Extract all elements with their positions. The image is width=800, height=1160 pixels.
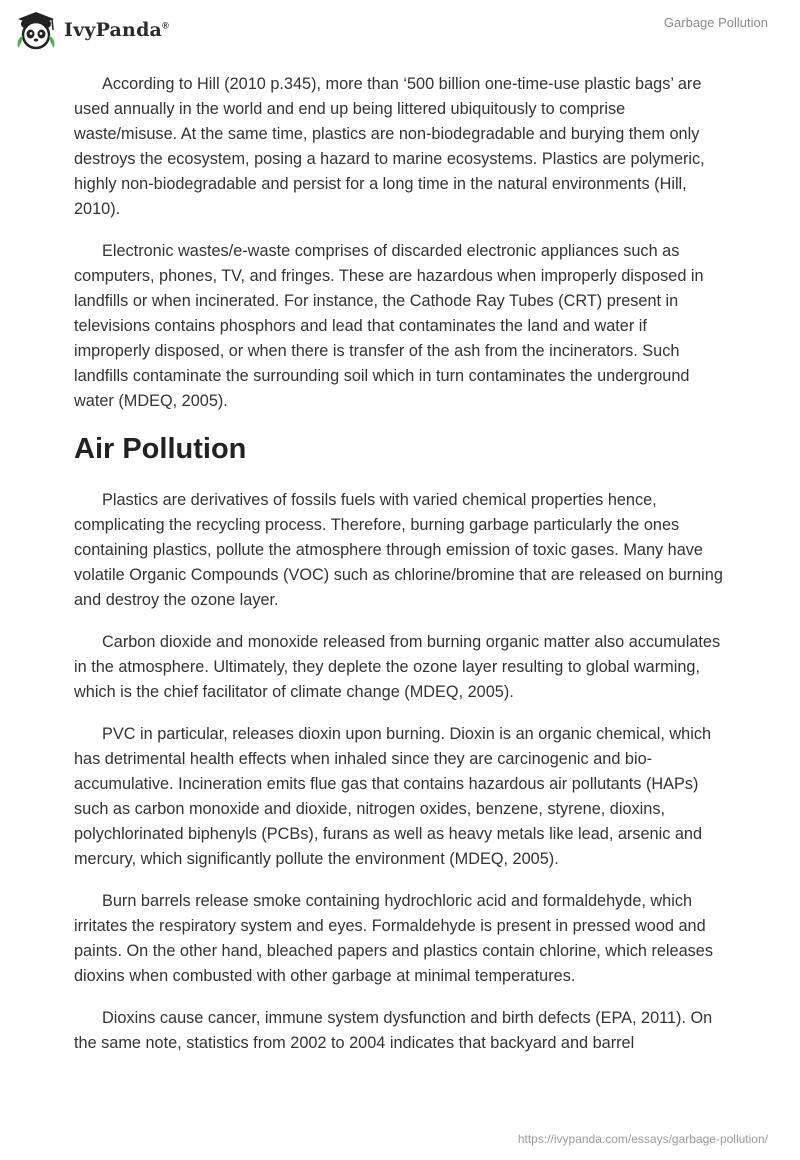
panda-graduate-icon [14, 10, 58, 50]
brand-name: IvyPanda® [64, 19, 169, 41]
essay-content [74, 72, 724, 1073]
section-heading: Air Pollution [74, 433, 247, 465]
paragraph: Electronic wastes/e-waste comprises of discarded electronic appliances such as computers, phones, TV, and fringes. These are hazardous when improperly disposed in landfills or when incinerated. For instance, the Cathode Ray Tubes (CRT) present in televisions contains phosphors and lead that contaminates the land and water if improperly disposed, or when there is transfer of the ash from the incinerators. Such landfills contaminate the surrounding soil which in turn contaminates the underground water (MDEQ, 2005). [74, 242, 704, 410]
page-header [0, 0, 800, 64]
source-url[interactable]: https://ivypanda.com/essays/garbage-pollution/ [517, 1132, 768, 1146]
paragraph: PVC in particular, releases dioxin upon burning. Dioxin is an organic chemical, which has detrimental health effects when inhaled since they are carcinogenic and bio-accumulative. Incineration emits flue gas that contains hazardous air pollutants (HAPs) such as carbon monoxide and dioxide, nitrogen oxides, benzene, styrene, dioxins, polychlorinated biphenyls (PCBs), furans as well as heavy metals like lead, arsenic and mercury, which significantly pollute the environment (MDEQ, 2005). [74, 725, 712, 868]
paragraph: Carbon dioxide and monoxide released from burning organic matter also accumulates in the atmosphere. Ultimately, they deplete the ozone layer resulting to global warming, which is the chief facilitator of climate change (MDEQ, 2005). [74, 633, 721, 701]
document-title: Garbage Pollution [663, 15, 768, 30]
paragraph: Burn barrels release smoke containing hydrochloric acid and formaldehyde, which irritates the respiratory system and eyes. Formaldehyde is present in pressed wood and paints. On the other hand, bleached papers and plastics contain chlorine, which releases dioxins when combusted with other garbage at minimal temperatures. [74, 892, 713, 985]
ivypanda-logo[interactable] [14, 10, 169, 50]
paragraph: Plastics are derivatives of fossils fuels with varied chemical properties hence, complicating the recycling process. Therefore, burning garbage particularly the ones containing plastics, pollute the atmosphere through emission of toxic gases. Many have volatile Organic Compounds (VOC) such as chlorine/bromine that are released on burning and destroy the ozone layer. [74, 491, 723, 609]
paragraph: According to Hill (2010 p.345), more than ‘500 billion one-time-use plastic bags’ are used annually in the world and end up being littered ubiquitously to comprise waste/misuse. At the same time, plastics are non-biodegradable and burying them only destroys the ecosystem, posing a hazard to marine ecosystems. Plastics are polymeric, highly non-biodegradable and persist for a long time in the natural environments (Hill, 2010). [74, 75, 705, 218]
paragraph: Dioxins cause cancer, immune system dysfunction and birth defects (EPA, 2011). On the same note, statistics from 2002 to 2004 indicates that backyard and barrel [74, 1009, 713, 1052]
